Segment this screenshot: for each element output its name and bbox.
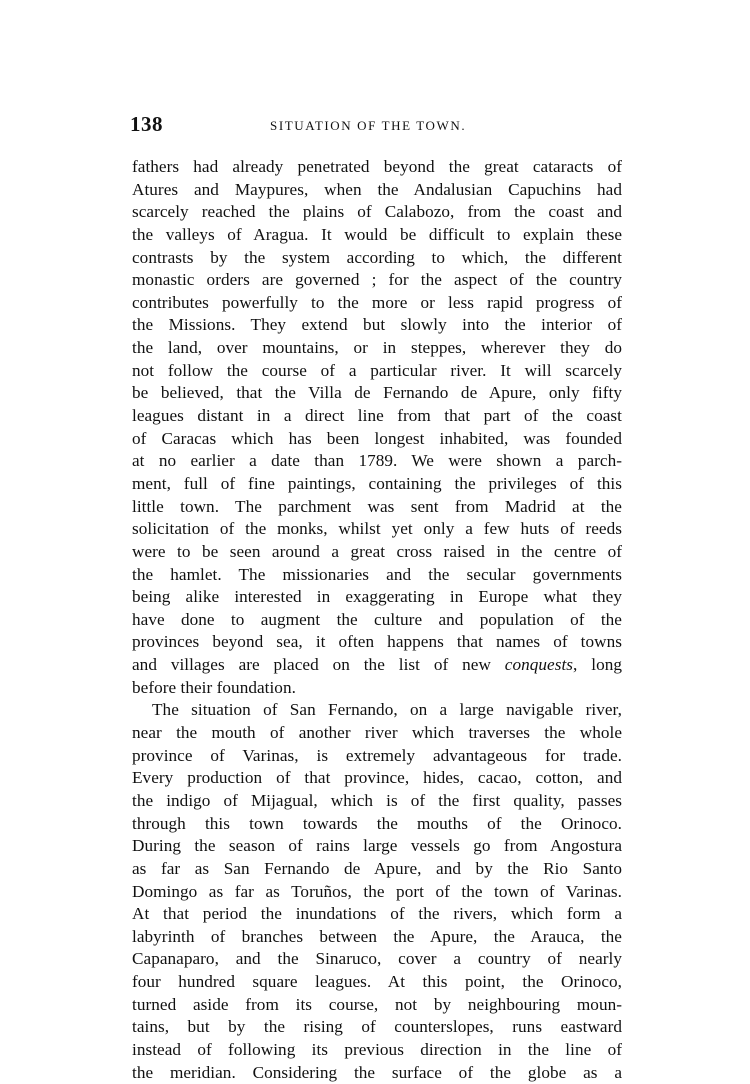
text-line: be believed, that the Villa de Fernando de Apure, only fifty bbox=[132, 383, 622, 403]
text-line: little town. The parchment was sent from Madrid at the bbox=[132, 496, 622, 516]
text-line: the indigo of Mijagual, which is of the first quality, passes bbox=[132, 790, 622, 810]
text-line-italic bbox=[132, 654, 622, 677]
text-line: being alike interested in exaggerating in Europe what they bbox=[132, 587, 622, 607]
text-line: of Caracas which has been longest inhabited, was founded bbox=[132, 428, 622, 448]
text-line: were to be seen around a great cross raised in the centre of bbox=[132, 541, 622, 561]
text-line: the Missions. They extend but slowly into the interior of bbox=[132, 315, 622, 335]
text-line: labyrinth of branches between the Apure, the Arauca, the bbox=[132, 926, 622, 946]
text-line: Domingo as far as Toruños, the port of the town of Varinas. bbox=[132, 881, 622, 901]
text-line: The situation of San Fernando, on a large navigable river, bbox=[152, 700, 622, 720]
text-line: ment, full of fine paintings, containing the privileges of this bbox=[132, 473, 622, 493]
text-line: monastic orders are governed ; for the aspect of the country bbox=[132, 270, 622, 290]
text-line: not follow the course of a particular river. It will scarcely bbox=[132, 360, 622, 380]
running-head bbox=[130, 112, 620, 140]
text-line: the hamlet. The missionaries and the secular governments bbox=[132, 564, 622, 584]
text-line: At that period the inundations of the rivers, which form a bbox=[132, 904, 622, 924]
text-line: instead of following its previous direction in the line of bbox=[132, 1039, 622, 1059]
text-line: before their foundation. bbox=[132, 677, 296, 697]
text-line: near the mouth of another river which traverses the whole bbox=[132, 723, 622, 743]
text-line: the valleys of Aragua. It would be difficult to explain these bbox=[132, 224, 622, 244]
page-number: 138 bbox=[130, 112, 163, 136]
paragraph-1 bbox=[132, 156, 622, 699]
text-fragment: , long bbox=[573, 655, 623, 675]
text-line: Atures and Maypures, when the Andalusian Capuchins had bbox=[132, 179, 622, 199]
text-line: provinces beyond sea, it often happens that names of towns bbox=[132, 632, 622, 652]
text-line: the land, over mountains, or in steppes, wherever they do bbox=[132, 338, 622, 358]
text-line: Every production of that province, hides, cacao, cotton, and bbox=[132, 768, 622, 788]
text-line: have done to augment the culture and population of the bbox=[132, 609, 622, 629]
text-line: During the season of rains large vessels go from Angostura bbox=[132, 836, 622, 856]
text-fragment: and villages are placed on the list of new bbox=[132, 655, 505, 675]
text-line: solicitation of the monks, whilst yet only a few huts of reeds bbox=[132, 519, 622, 539]
text-line: leagues distant in a direct line from that part of the coast bbox=[132, 406, 622, 426]
italic-word: conquests bbox=[504, 655, 574, 675]
text-line: turned aside from its course, not by neighbouring moun- bbox=[132, 994, 622, 1014]
text-line: fathers had already penetrated beyond the great cataracts of bbox=[132, 157, 622, 176]
text-line: through this town towards the mouths of the Orinoco. bbox=[132, 813, 622, 833]
body-text bbox=[132, 156, 622, 1084]
text-line: the meridian. Considering the surface of the globe as a bbox=[132, 1062, 622, 1082]
text-line: contributes powerfully to the more or less rapid progress of bbox=[132, 292, 622, 312]
running-title: SITUATION OF THE TOWN. bbox=[270, 118, 467, 133]
text-line: at no earlier a date than 1789. We were shown a parch- bbox=[132, 451, 622, 471]
text-line: province of Varinas, is extremely advantageous for trade. bbox=[132, 745, 622, 765]
text-line: as far as San Fernando de Apure, and by the Rio Santo bbox=[132, 858, 622, 878]
paragraph-2 bbox=[132, 699, 622, 1084]
text-line: scarcely reached the plains of Calabozo, from the coast and bbox=[132, 202, 622, 222]
text-line: four hundred square leagues. At this point, the Orinoco, bbox=[132, 972, 622, 992]
text-line: Capanaparo, and the Sinaruco, cover a country of nearly bbox=[132, 949, 622, 969]
text-line: tains, but by the rising of counterslopes, runs eastward bbox=[132, 1017, 622, 1037]
text-line: contrasts by the system according to which, the different bbox=[132, 247, 622, 267]
